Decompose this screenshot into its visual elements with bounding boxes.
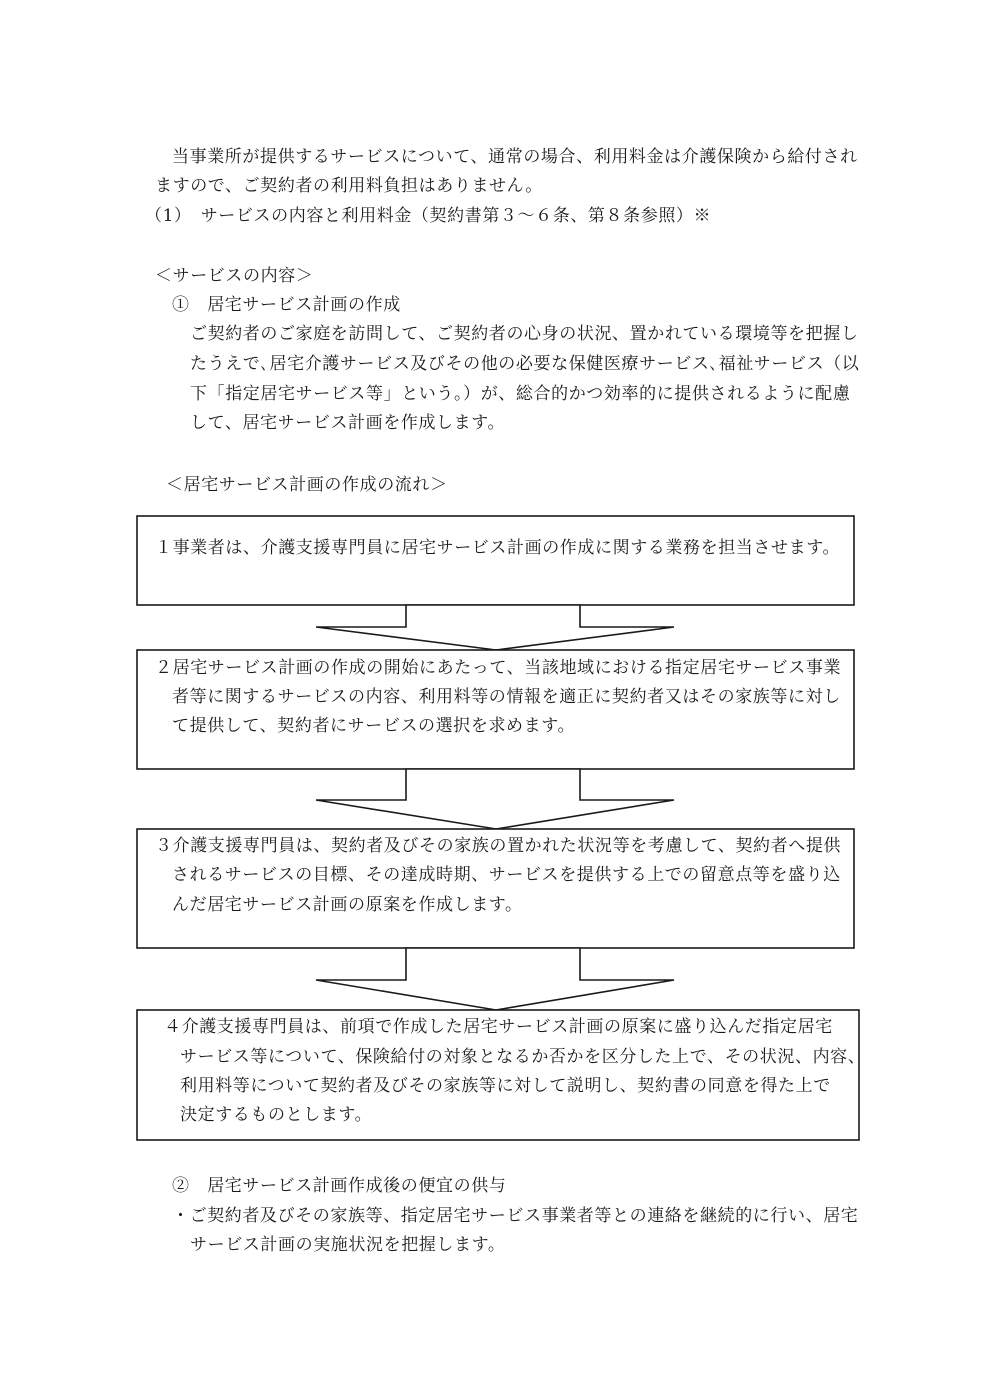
flow-heading: ＜居宅サービス計画の作成の流れ＞ xyxy=(166,475,448,495)
item1-title: ① 居宅サービス計画の作成 xyxy=(172,295,401,315)
flow-step-4-line: 決定するものとします。 xyxy=(180,1105,373,1125)
flow-arrow-3 xyxy=(316,948,674,1010)
flow-arrow-2 xyxy=(316,769,674,829)
flow-step-4-line: ４介護支援専門員は、前項で作成した居宅サービス計画の原案に盛り込んだ指定居宅 xyxy=(164,1017,833,1037)
item2-title: ② 居宅サービス計画作成後の便宜の供与 xyxy=(172,1176,507,1196)
item2-line: ・ご契約者及びその家族等、指定居宅サービス事業者等との連絡を継続的に行い、居宅 xyxy=(172,1206,859,1226)
flow-step-1-line: １事業者は、介護支援専門員に居宅サービス計画の作成に関する業務を担当させます。 xyxy=(155,538,841,558)
section-heading: （1） サービスの内容と利用料金（契約書第３～６条、第８条参照）※ xyxy=(145,206,712,226)
flow-arrow-1 xyxy=(316,605,674,650)
flow-step-2-line: 者等に関するサービスの内容、利用料等の情報を適正に契約者又はその家族等に対し xyxy=(172,687,841,707)
flow-step-3-line: されるサービスの目標、その達成時期、サービスを提供する上での留意点等を盛り込 xyxy=(172,865,841,885)
service-content-heading: ＜サービスの内容＞ xyxy=(155,266,314,286)
flow-box-1 xyxy=(137,516,854,605)
flow-step-3-line: んだ居宅サービス計画の原案を作成します。 xyxy=(172,895,523,915)
intro-line-1: 当事業所が提供するサービスについて、通常の場合、利用料金は介護保険から給付され xyxy=(172,147,858,167)
intro-line-2: ますので、ご契約者の利用料負担はありません。 xyxy=(155,176,543,196)
flow-step-3-line: ３介護支援専門員は、契約者及びその家族の置かれた状況等を考慮して、契約者へ提供 xyxy=(155,836,842,856)
flow-step-4-line: サービス等について、保険給付の対象となるか否かを区分した上で、その状況、内容、 xyxy=(180,1047,866,1067)
item1-line: 下「指定居宅サービス等」という。）が、総合的かつ効率的に提供されるように配慮 xyxy=(190,384,851,404)
item1-line: ご契約者のご家庭を訪問して、ご契約者の心身の状況、置かれている環境等を把握し xyxy=(190,324,859,344)
item2-line: サービス計画の実施状況を把握します。 xyxy=(190,1235,506,1255)
flow-step-2-line: て提供して、契約者にサービスの選択を求めます。 xyxy=(172,716,576,736)
item1-line: して、居宅サービス計画を作成します。 xyxy=(190,413,506,433)
flow-step-4-line: 利用料等について契約者及びその家族等に対して説明し、契約書の同意を得た上で xyxy=(180,1076,831,1096)
flow-step-2-line: ２居宅サービス計画の作成の開始にあたって、当該地域における指定居宅サービス事業 xyxy=(155,658,842,678)
item1-line: たうえで､居宅介護サービス及びその他の必要な保健医療サービス､福祉サービス（以 xyxy=(190,354,860,374)
